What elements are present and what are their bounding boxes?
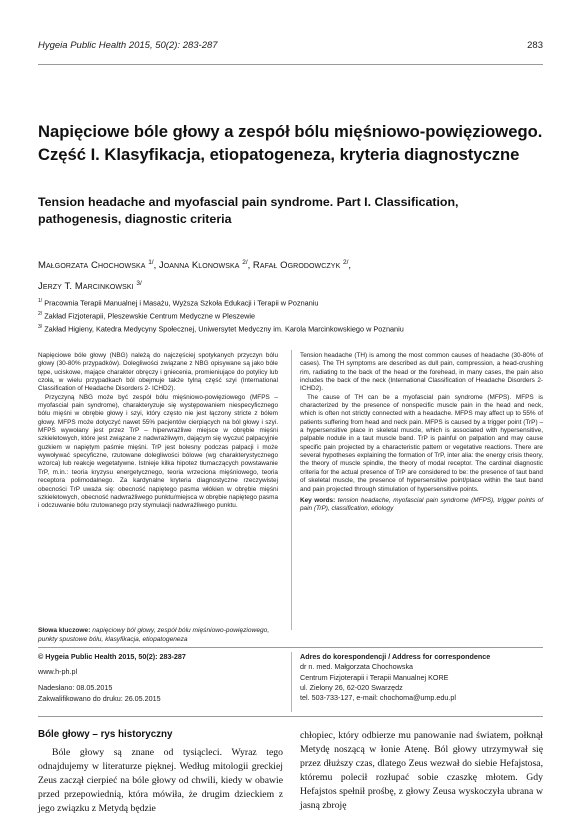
page-number: 283 <box>527 40 543 51</box>
abstract-paragraph: Przyczyną NBG może być zespół bólu mięśniowo-powięziowego (MFPS – myofascial pain syndrome), charakteryzuje się występowaniem niespecyficznego bólu mięśni w obrębie głowy i szyi, który często nie jest łączony stricte z bólem głowy. MFPS może dotyczyć nawet 55% pacjentów cierpiących na ból głowy i szyi. MFPS wywołany jest przez TrP – hiperwrażliwe miejsce w obrębie mięśni szkieletowych, które jest związane z nadwrażliwym, dającym się wyczuć palpacyjnie guzkiem w napiętym paśmie mięśni. TrP jest bolesny podczas palpacji i może wywoływać specyficzne, rzutowane dolegliwości bólowe (wg charakterystycznego wzorca) lub reakcje wegetatywne. Istnieje kilka hipotez tłumaczących powstawanie TrP, m.in.: teoria kryzysu energetycznego, teoria wrzeciona mięśniowego, teoria receptora polimodalnego. Za kardynalne kryteria diagnostyczne rzeczywistej obecności TrP uważa się: obecność napiętego pasma włókien w obrębie mięśni szkieletowych, obecność nadwrażliwego punktu/miejsca w obrębie napiętego pasma i odczuwanie bólu rzutowanego przy stymulacji nadwrażliwego punktu. <box>38 393 278 510</box>
abstract-paragraph: The cause of TH can be a myofascial pain syndrome (MFPS). MFPS is characterized by the presence of nonspecific muscle pain in the head and neck, which is often not strictly connected with a headache. MFPS may affect up to 55% of patients suffering from head and neck pain. MFPS is caused by a trigger point (TrP) – a hypersensitive place in skeletal muscle, which is associated with hypersensitive, palpable nodule in a taut muscle band. TrP is painful on palpation and may cause specific pain projected by a characteristic pattern or vegetative reactions. There are several hypotheses explaining the formation of TrP, inter alia: the energy crisis theory, the theory of muscle spindle, the theory of modal receptor. The cardinal diagnostic criteria for the actual presence of TrP are considered to be: the presence of taut band of skeletal muscle, the presence of hypersensitive point/place within the taut band and pain projected through stimulation of hypersensitive points. <box>300 393 543 493</box>
affiliation <box>38 296 543 308</box>
correspondence-line: Centrum Fizjoterapii i Terapii Manualnej KORE <box>300 672 449 682</box>
info-bottom-rule <box>38 716 543 717</box>
correspondence-heading: Adres do korespondencji / Address for correspondence <box>300 652 491 661</box>
author-name: Rafał Ogrodowczyk <box>252 260 341 272</box>
body-text-right: chłopiec, który odbierze mu panowanie nad światem, połknął Metydę noszącą w łonie Atenę. Ból głowy utrzymywał się przez dłuższy czas, dlatego Zeus wezwał do siebie Hefajstosa, któremu polecił rozłupać sobie czaszkę młotem. Gdy Hefajstos spełnił prośbę, z głowy Zeusa wyskoczyła ubrana w jasną zbroję <box>300 730 543 812</box>
affiliation-text: Pracownia Terapii Manualnej i Masażu, Wyższa Szkoła Edukacji i Terapii w Poznaniu <box>44 298 319 308</box>
abstract-bottom-rule <box>38 647 543 648</box>
author-affiliation-mark: 2/ <box>242 259 248 266</box>
author-affiliation-mark: 3/ <box>136 280 142 288</box>
affiliation-mark: 2/ <box>38 311 43 317</box>
publication-info <box>38 652 283 704</box>
correspondence-line: ul. Zielony 26, 62-020 Swarzędz <box>300 682 403 692</box>
keywords-label: Key words: <box>300 496 336 504</box>
body-text-left: Bóle głowy są znane od tysiącleci. Wyraz tego odnajdujemy w literaturze pięknej. Według mitologii greckiej Zeus zaczął cierpieć na bóle głowy od chwili, kiedy w obawie przed przepowiednią, która mówiła, że drugim dzieckiem z jego związku z Metydą będzie <box>38 747 283 815</box>
affiliation <box>38 309 543 321</box>
running-header <box>38 40 543 54</box>
slowa-kluczowe-label: Słowa kluczowe: <box>38 627 91 634</box>
affiliation-text: Zakład Fizjoterapii, Pleszewskie Centrum Medyczne w Pleszewie <box>44 311 256 321</box>
info-column-divider <box>291 652 292 712</box>
slowa-kluczowe-text: napięciowy ból głowy, zespół bólu mięśniowo-powięziowego, punkty spustowe bólu, klasyfikacja, etiopatogeneza <box>38 627 270 643</box>
journal-citation: Hygeia Public Health 2015, 50(2): 283-287 <box>38 40 218 51</box>
author-name: Joanna Klonowska <box>158 260 240 272</box>
slowa-kluczowe <box>38 626 283 644</box>
article-title-english: Tension headache and myofascial pain syndrome. Part I. Classification, pathogenesis, diagnostic criteria <box>38 195 459 226</box>
author-affiliation-mark: 2/ <box>342 259 349 266</box>
copyright-line: © Hygeia Public Health 2015, 50(2): 283-287 <box>38 652 186 661</box>
author-name: Jerzy T. Marcinkowski <box>38 281 134 293</box>
affiliation <box>38 322 543 334</box>
abstract-column-divider <box>291 350 292 630</box>
abstract-paragraph: Napięciowe bóle głowy (NBG) należą do najczęściej spotykanych przyczyn bólu głowy (30-80% przypadków). Dolegliwości związane z NBG opisywane są jako bóle tępe, uciskowe, mające charakter obręczy i gniecenia, promieniujące do potylicy lub czoła, w wielu przypadkach ból obejmuje także tylną część szyi (International Classification of Headache Disorders 2- ICHD2). <box>38 352 278 393</box>
keywords-text: tension headache, myofascial pain syndrome (MFPS), trigger points of pain (TrP), classification, etiology <box>300 496 543 513</box>
correspondence-line: tel. 503-733-127, e-mail: chochoma@ump.edu.pl <box>300 693 456 703</box>
author-list: Małgorzata Chochowska $^{1/}$, Joanna Klonowska $^{2/}$, Rafał Ogrodowczyk $^{2/}$, Jerzy T. Marcinkowski $^{3/}$ <box>38 259 352 293</box>
author-affiliation-mark: 1/ <box>148 259 154 266</box>
submitted-date: Nadesłano: 08.05.2015 <box>38 683 113 692</box>
journal-website: www.h-ph.pl <box>38 666 78 676</box>
affiliation-mark: 3/ <box>38 324 43 330</box>
abstract-paragraph: Tension headache (TH) is among the most common causes of headache (30-80% of cases). The TH symptoms are described as dull pain, compression, a head-crushing rim, radiating to the back of the head or the forehead, in many cases, the pain also includes the back of the neck (International Classification of Headache Disorders 2- ICHD2). <box>300 352 543 393</box>
affiliation-mark: 1/ <box>38 298 43 304</box>
keywords <box>300 497 543 514</box>
accepted-date: Zakwalifikowano do druku: 26.05.2015 <box>38 693 161 703</box>
abstract-polish <box>38 352 278 511</box>
article-title-polish: Napięciowe bóle głowy a zespół bólu mięśniowo-powięziowego. Część I. Klasyfikacja, etiopatogeneza, kryteria diagnostyczne <box>38 122 543 164</box>
correspondence-address <box>300 652 543 703</box>
affiliation-text: Zakład Higieny, Katedra Medycyny Społecznej, Uniwersytet Medyczny im. Karola Marcinkowskiego w Poznaniu <box>44 324 404 334</box>
author-name: Małgorzata Chochowska <box>38 260 146 272</box>
section-heading: Bóle głowy – rys historyczny <box>38 729 173 740</box>
abstract-english <box>300 352 543 514</box>
correspondence-line: dr n. med. Małgorzata Chochowska <box>300 662 414 672</box>
header-divider <box>38 64 543 65</box>
